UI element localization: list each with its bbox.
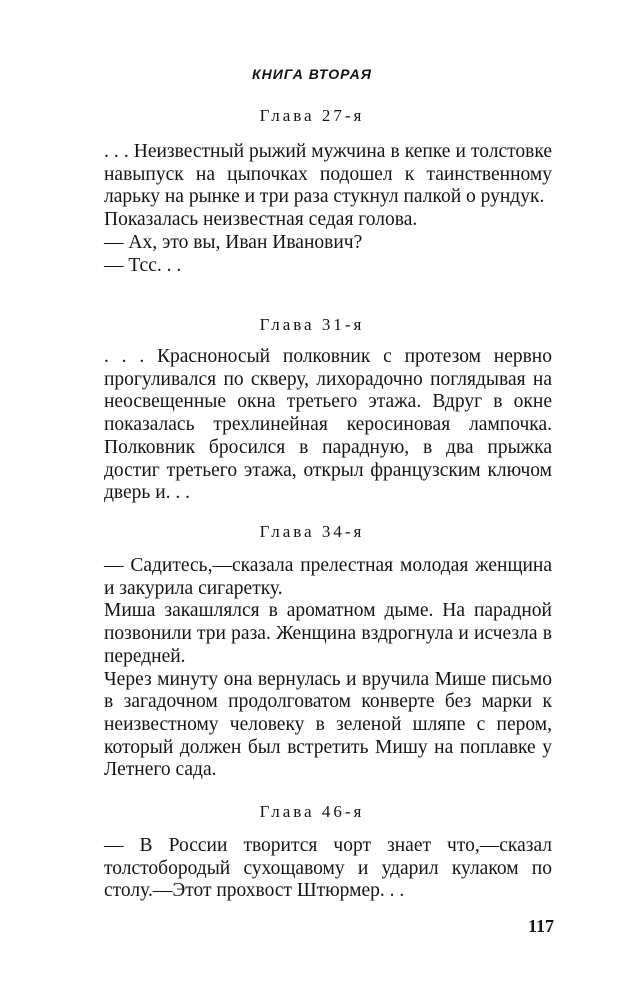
chapter-title-31: Глава 31-я	[259, 315, 365, 334]
paragraph: Через минуту она вернулась и вручила Мише письмо в загадочном продолговатом конверте без марки к неизвестному человеку в зеленой шляпе с пером, который должен был встретить Мишу на поплавке у Летнего сада.	[104, 668, 552, 781]
chapter-text-27	[104, 141, 552, 277]
chapter-title-46: Глава 46-я	[259, 802, 365, 821]
chapter-title-27: Глава 27-я	[259, 106, 365, 125]
paragraph: — Садитесь,—сказала прелестная молодая женщина и закурила сигаретку.	[104, 555, 552, 599]
paragraph: Показалась неизвестная седая голова.	[104, 209, 418, 231]
chapter-text-34	[104, 555, 552, 782]
paragraph: — Тсс. . .	[104, 254, 182, 276]
chapter-text-31	[104, 346, 552, 505]
running-head: КНИГА ВТОРАЯ	[252, 66, 372, 82]
chapter-title-34: Глава 34-я	[259, 522, 365, 541]
paragraph: . . . Красноносый полковник с протезом нервно прогуливался по скверу, лихорадочно поглядывая на неосвещенные окна третьего этажа. Вдруг в окне показалась трехлинейная керосиновая лампочка. Полковник бросился в парадную, в два прыжка достиг третьего этажа, открыл французским ключом дверь и. . .	[104, 346, 552, 504]
paragraph: — В России творится чорт знает что,—сказал толстобородый сухощавому и ударил кулаком по столу.—Этот прохвост Штюрмер. . .	[104, 835, 552, 902]
paragraph: Миша закашлялся в ароматном дыме. На парадной позвонили три раза. Женщина вздрогнула и исчезла в передней.	[104, 600, 552, 667]
paragraph: — Ах, это вы, Иван Иванович?	[104, 231, 363, 253]
paragraph: . . . Неизвестный рыжий мужчина в кепке и толстовке навыпуск на цыпочках подошел к таинственному ларьку на рынке и три раза стукнул палкой о рундук.	[104, 141, 552, 208]
chapter-text-46	[104, 835, 552, 903]
page-number: 117	[527, 916, 554, 936]
